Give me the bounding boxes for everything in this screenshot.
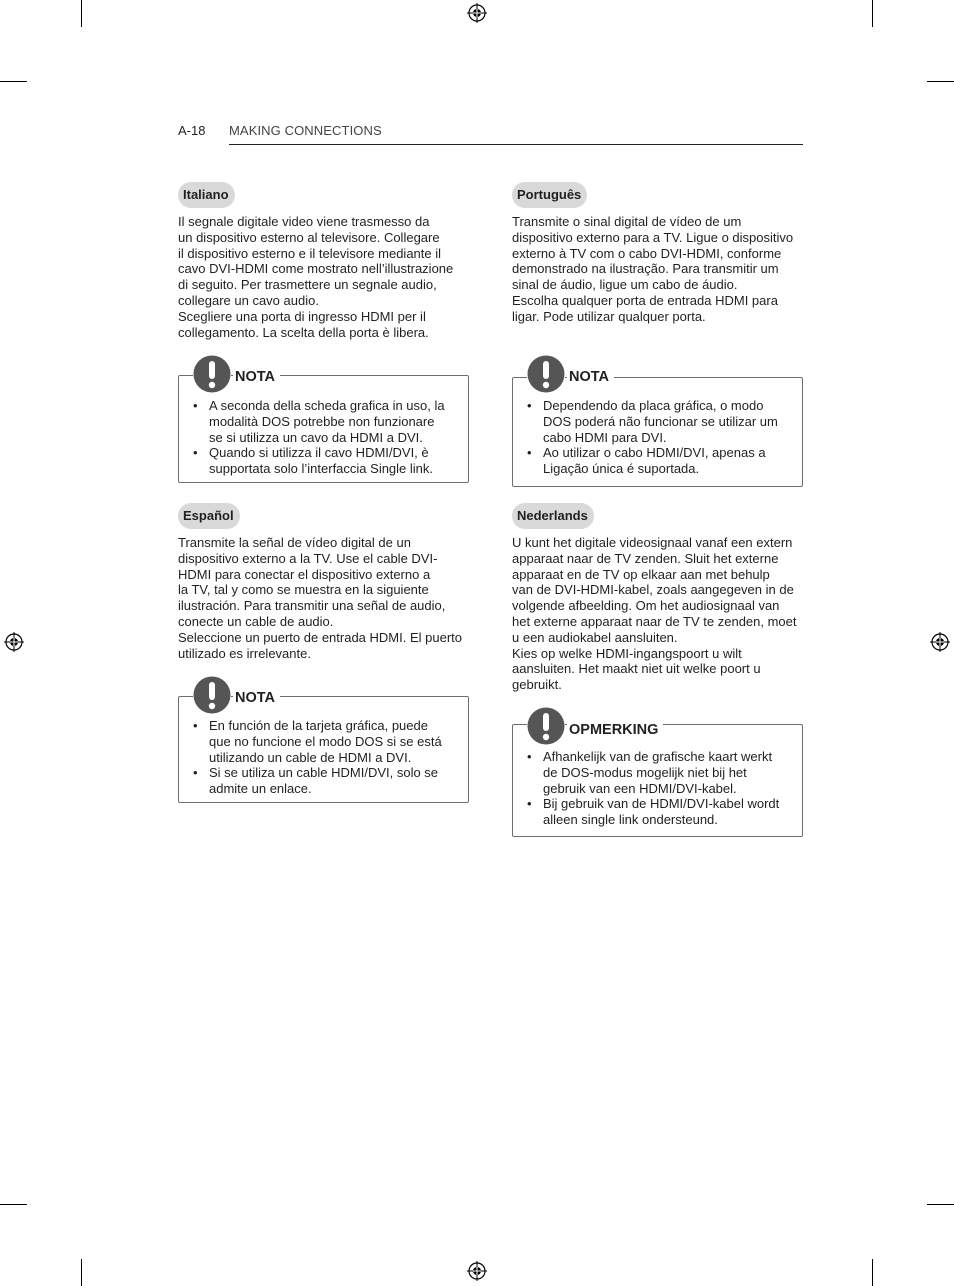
language-badge: Nederlands [512, 503, 594, 529]
note-label: NOTA [567, 369, 614, 385]
body-line: dispositivo externo a la TV. Use el cable DVI- [178, 550, 438, 566]
crop-mark [872, 0, 873, 27]
body-line: demonstrado na ilustração. Para transmitir um [512, 261, 779, 277]
body-line: cavo DVI-HDMI come mostrato nell’illustrazione [178, 261, 454, 277]
crop-mark [872, 1259, 873, 1286]
crosshair-registration-icon [467, 3, 487, 23]
body-line: Scegliere una porta di ingresso HDMI per il [178, 308, 426, 324]
body-line: aansluiten. Het maakt niet uit welke poort u [512, 661, 761, 677]
note-list [193, 718, 457, 797]
note-item-line: Afhankelijk van de grafische kaart werkt [543, 749, 773, 764]
language-badge: Português [512, 182, 587, 208]
note-box [512, 355, 803, 487]
body-line: un dispositivo esterno al televisore. Collegare [178, 229, 440, 245]
note-item-line: Quando si utilizza il cavo HDMI/DVI, è [209, 445, 429, 461]
note-item-line: alleen single link ondersteund. [543, 812, 718, 828]
section-espanol [178, 503, 469, 661]
body-line: het externe apparaat naar de TV te zenden, moet [512, 613, 797, 629]
note-list [193, 398, 457, 477]
body-line: HDMI para conectar el dispositivo externo a [178, 566, 431, 582]
section-body [178, 535, 469, 661]
crosshair-registration-icon [930, 632, 950, 652]
body-line: di seguito. Per trasmettere un segnale audio, [178, 277, 437, 293]
note-item-line: A seconda della scheda grafica in uso, la [209, 398, 445, 413]
body-line: collegamento. La scelta della porta è libera. [178, 324, 429, 340]
header-divider [229, 144, 803, 145]
note-item-line: Ligação única é suportada. [543, 461, 700, 477]
body-line: apparaat en de TV op elkaar aan met behulp [512, 566, 770, 582]
body-line: dispositivo externo para a TV. Ligue o dispositivo [512, 229, 794, 245]
body-line: externo à TV com o cabo DVI-HDMI, conforme [512, 245, 782, 261]
body-line: il dispositivo esterno e il televisore mediante il [178, 245, 442, 261]
language-badge: Italiano [178, 182, 235, 208]
note-item-line: se si utilizza un cavo da HDMI a DVI. [209, 429, 423, 445]
note-label: NOTA [233, 690, 280, 706]
body-line: apparaat naar de TV zenden. Sluit het externe [512, 550, 779, 566]
note-item-line: gebruik van een HDMI/DVI-kabel. [543, 780, 737, 796]
body-line: u een audiokabel aansluiten. [512, 629, 678, 645]
note-label: NOTA [233, 369, 280, 385]
note-label: OPMERKING [567, 722, 663, 738]
note-item [193, 765, 457, 797]
note-item-line: cabo HDMI para DVI. [543, 429, 667, 445]
body-line: Transmite o sinal digital de vídeo de um [512, 214, 742, 229]
note-item-line: Bij gebruik van de HDMI/DVI-kabel wordt [543, 796, 780, 812]
note-item-line: admite un enlace. [209, 781, 312, 797]
exclamation-icon [193, 676, 231, 714]
note-item-line: de DOS-modus mogelijk niet bij het [543, 764, 747, 780]
note-item-line: Dependendo da placa gráfica, o modo [543, 398, 764, 413]
note-item [527, 796, 791, 828]
note-item-line: En función de la tarjeta gráfica, puede [209, 718, 428, 733]
crosshair-registration-icon [467, 1261, 487, 1281]
body-line: ligar. Pode utilizar qualquer porta. [512, 308, 706, 324]
note-box [512, 707, 803, 837]
note-item-line: modalità DOS potrebbe non funzionare [209, 413, 435, 429]
note-item-line: DOS poderá não funcionar se utilizar um [543, 413, 778, 429]
crop-mark [927, 1204, 954, 1205]
crop-mark [0, 1204, 27, 1205]
note-item-line: Ao utilizar o cabo HDMI/DVI, apenas a [543, 445, 766, 461]
body-line: van de DVI-HDMI-kabel, zoals aangegeven in de [512, 582, 794, 598]
note-item [527, 445, 791, 477]
page-number: A-18 [178, 123, 206, 138]
body-line: ilustración. Para transmitir una señal de audio, [178, 598, 446, 614]
section-body [512, 535, 803, 693]
body-line: gebruikt. [512, 677, 562, 693]
body-line: utilizado es irrelevante. [178, 645, 311, 661]
note-item [193, 718, 457, 765]
note-item-line: que no funcione el modo DOS si se está [209, 733, 442, 749]
note-item-line: Si se utiliza un cable HDMI/DVI, solo se [209, 765, 439, 781]
section-italiano [178, 182, 469, 340]
body-line: conecte un cable de audio. [178, 613, 334, 629]
body-line: Il segnale digitale video viene trasmesso da [178, 214, 430, 229]
note-box [178, 676, 469, 803]
section-nederlands [512, 503, 803, 693]
body-line: Seleccione un puerto de entrada HDMI. El puerto [178, 629, 463, 645]
note-item [193, 445, 457, 477]
section-body [178, 214, 469, 340]
body-line: collegare un cavo audio. [178, 292, 319, 308]
note-item [193, 398, 457, 445]
body-line: Transmite la señal de vídeo digital de un [178, 535, 411, 550]
body-line: Kies op welke HDMI-ingangspoort u wilt [512, 645, 742, 661]
body-line: la TV, tal y como se muestra en la siguiente [178, 582, 429, 598]
exclamation-icon [527, 355, 565, 393]
crosshair-registration-icon [4, 632, 24, 652]
note-item-line: utilizando un cable de HDMI a DVI. [209, 749, 412, 765]
note-item-line: supportata solo l’interfaccia Single link. [209, 461, 434, 477]
language-badge: Español [178, 503, 240, 529]
note-list [527, 749, 791, 828]
body-line: volgende afbeelding. Om het audiosignaal van [512, 598, 780, 614]
exclamation-icon [527, 707, 565, 745]
section-body [512, 214, 803, 325]
note-box [178, 355, 469, 483]
body-line: sinal de áudio, ligue um cabo de áudio. [512, 277, 738, 293]
crop-mark [927, 81, 954, 82]
crop-mark [81, 1259, 82, 1286]
section-portugues [512, 182, 803, 324]
body-line: Escolha qualquer porta de entrada HDMI para [512, 292, 778, 308]
exclamation-icon [193, 355, 231, 393]
crop-mark [0, 81, 27, 82]
section-title: MAKING CONNECTIONS [229, 123, 382, 138]
note-list [527, 398, 791, 477]
note-item [527, 749, 791, 796]
body-line: U kunt het digitale videosignaal vanaf een extern [512, 535, 793, 550]
crop-mark [81, 0, 82, 27]
note-item [527, 398, 791, 445]
